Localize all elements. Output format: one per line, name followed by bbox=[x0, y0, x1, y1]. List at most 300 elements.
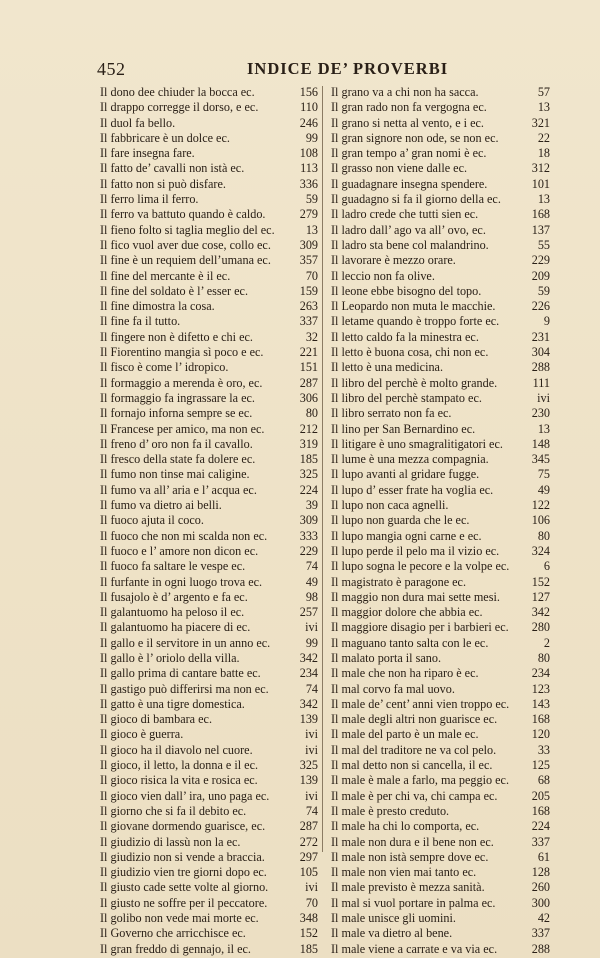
index-entry bbox=[100, 605, 318, 620]
proverb-text: Il mal corvo fa mal uovo. bbox=[331, 681, 455, 696]
proverb-text: Il gioco vien dall’ ira, uno paga ec. bbox=[100, 788, 270, 803]
proverb-text: Il fine fa il tutto. bbox=[100, 314, 181, 329]
proverb-text: Il male de’ cent’ anni vien troppo ec. bbox=[331, 696, 510, 711]
page-reference: 288 bbox=[531, 941, 550, 956]
page-reference: 99 bbox=[305, 635, 318, 650]
proverb-text: Il leccio non fa olive. bbox=[331, 268, 435, 283]
page-reference: 312 bbox=[531, 161, 550, 176]
page-reference: 152 bbox=[299, 926, 318, 941]
page-reference: 13 bbox=[305, 222, 318, 237]
index-entry bbox=[100, 314, 318, 329]
page-reference: 13 bbox=[537, 192, 550, 207]
index-entry bbox=[331, 422, 550, 437]
index-entry bbox=[331, 314, 550, 329]
page-reference: 342 bbox=[531, 605, 550, 620]
proverb-text: Il male previsto è mezza sanità. bbox=[331, 880, 485, 895]
proverb-text: Il mal del traditore ne va col pelo. bbox=[331, 742, 497, 757]
page-reference: 260 bbox=[531, 880, 550, 895]
page-reference: 333 bbox=[299, 528, 318, 543]
index-entry bbox=[331, 223, 550, 238]
index-entry bbox=[100, 743, 318, 758]
index-entry bbox=[331, 284, 550, 299]
index-entry bbox=[100, 131, 318, 146]
page-reference: 101 bbox=[531, 176, 550, 191]
index-column-left bbox=[100, 85, 318, 957]
page-reference: 263 bbox=[299, 299, 318, 314]
running-title: INDICE DE’ PROVERBI bbox=[247, 59, 449, 78]
page-reference: 74 bbox=[305, 681, 318, 696]
proverb-text: Il male viene a carrate e va via ec. bbox=[331, 941, 498, 956]
page-reference: ivi bbox=[305, 742, 318, 757]
proverb-text: Il giovane dormendo guarisce, ec. bbox=[100, 819, 266, 834]
page-reference: 288 bbox=[531, 360, 550, 375]
proverb-text: Il male è male a farlo, ma peggio ec. bbox=[331, 773, 509, 788]
index-entry bbox=[331, 207, 550, 222]
proverb-text: Il maggio non dura mai sette mesi. bbox=[331, 589, 500, 604]
page-reference: 68 bbox=[537, 773, 550, 788]
page-reference: 168 bbox=[531, 712, 550, 727]
proverb-text: Il mal detto non si cancella, il ec. bbox=[331, 758, 493, 773]
proverb-text: Il fuoco e l’ amore non dicon ec. bbox=[100, 543, 259, 558]
index-entry bbox=[100, 727, 318, 742]
page-reference: 212 bbox=[299, 421, 318, 436]
page-reference: 32 bbox=[305, 329, 318, 344]
index-column-right bbox=[331, 85, 550, 957]
page-reference: 22 bbox=[537, 130, 550, 145]
proverb-text: Il lupo d’ esser frate ha voglia ec. bbox=[331, 482, 494, 497]
proverb-text: Il gran signore non ode, se non ec. bbox=[331, 130, 499, 145]
page-reference: 185 bbox=[299, 452, 318, 467]
index-entry bbox=[331, 590, 550, 605]
proverb-text: Il giudizio non si vende a braccia. bbox=[100, 849, 265, 864]
page-reference: 120 bbox=[531, 727, 550, 742]
page-reference: 80 bbox=[537, 650, 550, 665]
page-reference: 105 bbox=[299, 865, 318, 880]
page-reference: 324 bbox=[531, 543, 550, 558]
page-reference: 257 bbox=[299, 605, 318, 620]
proverb-text: Il gallo e il servitore in un anno ec. bbox=[100, 635, 271, 650]
index-entry bbox=[331, 299, 550, 314]
proverb-text: Il gatto è una tigre domestica. bbox=[100, 696, 245, 711]
index-entry bbox=[100, 422, 318, 437]
page-reference: 125 bbox=[531, 758, 550, 773]
index-entry bbox=[100, 620, 318, 635]
proverb-text: Il galantuomo ha peloso il ec. bbox=[100, 605, 245, 620]
proverb-text: Il giusto cade sette volte al giorno. bbox=[100, 880, 269, 895]
page-reference: 337 bbox=[299, 314, 318, 329]
page-reference: 13 bbox=[537, 421, 550, 436]
index-entry bbox=[331, 345, 550, 360]
index-entry bbox=[100, 345, 318, 360]
index-entry bbox=[100, 116, 318, 131]
index-entry bbox=[100, 666, 318, 681]
index-entry bbox=[100, 360, 318, 375]
page-reference: 309 bbox=[299, 513, 318, 528]
proverb-text: Il ladro sta bene col malandrino. bbox=[331, 237, 489, 252]
page-reference: 342 bbox=[299, 650, 318, 665]
proverb-text: Il ladro crede che tutti sien ec. bbox=[331, 207, 479, 222]
page-reference: 98 bbox=[305, 589, 318, 604]
proverb-text: Il fumo va dietro ai belli. bbox=[100, 498, 222, 513]
proverb-text: Il magistrato è paragone ec. bbox=[331, 574, 467, 589]
proverb-text: Il male non istà sempre dove ec. bbox=[331, 849, 489, 864]
page-reference: 221 bbox=[299, 345, 318, 360]
proverb-text: Il fieno folto si taglia meglio del ec. bbox=[100, 222, 275, 237]
proverb-text: Il leone ebbe bisogno del topo. bbox=[331, 283, 482, 298]
proverb-text: Il dono dee chiuder la bocca ec. bbox=[100, 85, 255, 99]
index-entry bbox=[100, 942, 318, 957]
proverb-text: Il lupo sogna le pecore e la volpe ec. bbox=[331, 559, 510, 574]
page-reference: 224 bbox=[531, 819, 550, 834]
index-entry bbox=[100, 100, 318, 115]
page-reference: ivi bbox=[305, 620, 318, 635]
proverb-text: Il gran freddo di gennajo, il ec. bbox=[100, 941, 251, 956]
index-entry bbox=[100, 498, 318, 513]
proverb-text: Il guadagno si fa il giorno della ec. bbox=[331, 192, 501, 207]
page-reference: 234 bbox=[531, 666, 550, 681]
page-reference: 152 bbox=[531, 574, 550, 589]
index-entry bbox=[331, 238, 550, 253]
index-entry bbox=[100, 559, 318, 574]
proverb-text: Il golibo non vede mai morte ec. bbox=[100, 911, 259, 926]
index-entry bbox=[331, 896, 550, 911]
page-reference: 75 bbox=[537, 467, 550, 482]
proverb-text: Il grano va a chi non ha sacca. bbox=[331, 85, 479, 99]
page-reference: 357 bbox=[299, 253, 318, 268]
page-reference: ivi bbox=[305, 788, 318, 803]
page-reference: 49 bbox=[537, 482, 550, 497]
proverb-text: Il fatto non si può disfare. bbox=[100, 176, 226, 191]
proverb-text: Il formaggio a merenda è oro, ec. bbox=[100, 375, 263, 390]
proverb-text: Il fornajo inforna sempre se ec. bbox=[100, 406, 253, 421]
page-reference: 143 bbox=[531, 696, 550, 711]
index-entry bbox=[331, 391, 550, 406]
index-entry bbox=[100, 819, 318, 834]
proverb-text: Il fare insegna fare. bbox=[100, 146, 195, 161]
index-entry bbox=[100, 911, 318, 926]
page-reference: 151 bbox=[299, 360, 318, 375]
page-reference: 342 bbox=[299, 696, 318, 711]
proverb-text: Il duol fa bello. bbox=[100, 115, 176, 130]
index-entry bbox=[331, 620, 550, 635]
index-entry bbox=[100, 896, 318, 911]
index-entry bbox=[100, 513, 318, 528]
proverb-text: Il litigare è uno smagralitigatori ec. bbox=[331, 436, 503, 451]
index-entry bbox=[100, 467, 318, 482]
index-entry bbox=[100, 804, 318, 819]
page-reference: 336 bbox=[299, 176, 318, 191]
index-entry bbox=[331, 529, 550, 544]
index-entry bbox=[100, 773, 318, 788]
page-reference: ivi bbox=[305, 880, 318, 895]
proverb-text: Il lupo non guarda che le ec. bbox=[331, 513, 470, 528]
proverb-text: Il lupo avanti al gridare fugge. bbox=[331, 467, 480, 482]
page-reference: 139 bbox=[299, 773, 318, 788]
index-entry bbox=[331, 666, 550, 681]
proverb-text: Il lume è una mezza compagnia. bbox=[331, 452, 489, 467]
page-header bbox=[97, 59, 549, 81]
proverb-text: Il male unisce gli uomini. bbox=[331, 911, 456, 926]
index-entry bbox=[331, 743, 550, 758]
index-entry bbox=[331, 253, 550, 268]
page-reference: 148 bbox=[531, 436, 550, 451]
page-reference: 74 bbox=[305, 559, 318, 574]
proverb-text: Il male non dura e il bene non ec. bbox=[331, 834, 494, 849]
page-reference: 319 bbox=[299, 436, 318, 451]
index-entry bbox=[331, 85, 550, 100]
index-entry bbox=[331, 559, 550, 574]
proverb-text: Il Fiorentino mangia sì poco e ec. bbox=[100, 345, 264, 360]
proverb-text: Il gioco, il letto, la donna e il ec. bbox=[100, 758, 259, 773]
proverb-text: Il fico vuol aver due cose, collo ec. bbox=[100, 237, 271, 252]
page-reference: 337 bbox=[531, 834, 550, 849]
page-reference: 127 bbox=[531, 589, 550, 604]
proverb-text: Il gioco risica la vita e rosica ec. bbox=[100, 773, 258, 788]
page-reference: 137 bbox=[531, 222, 550, 237]
page-reference: 229 bbox=[299, 543, 318, 558]
page-reference: 159 bbox=[299, 283, 318, 298]
index-entry bbox=[100, 682, 318, 697]
page-reference: 231 bbox=[531, 329, 550, 344]
page-reference: 325 bbox=[299, 467, 318, 482]
index-entry bbox=[100, 253, 318, 268]
page-reference: 234 bbox=[299, 666, 318, 681]
page-reference: 205 bbox=[531, 788, 550, 803]
index-entry bbox=[100, 223, 318, 238]
page-reference: 209 bbox=[531, 268, 550, 283]
page-reference: 287 bbox=[299, 819, 318, 834]
proverb-text: Il lupo perde il pelo ma il vizio ec. bbox=[331, 543, 500, 558]
index-entry bbox=[100, 880, 318, 895]
page-reference: 156 bbox=[299, 85, 318, 99]
index-entry bbox=[331, 100, 550, 115]
index-entry bbox=[100, 850, 318, 865]
index-entry bbox=[331, 911, 550, 926]
proverb-text: Il fusajolo è d’ argento e fa ec. bbox=[100, 589, 248, 604]
proverb-text: Il letto caldo fa la minestra ec. bbox=[331, 329, 479, 344]
page-reference: 306 bbox=[299, 390, 318, 405]
proverb-text: Il giorno che si fa il debito ec. bbox=[100, 803, 247, 818]
proverb-text: Il gallo prima di cantare batte ec. bbox=[100, 666, 261, 681]
index-entry bbox=[331, 651, 550, 666]
index-entry bbox=[331, 146, 550, 161]
page-reference: 287 bbox=[299, 375, 318, 390]
index-entry bbox=[331, 131, 550, 146]
index-entry bbox=[100, 391, 318, 406]
index-entry bbox=[331, 452, 550, 467]
page-reference: 113 bbox=[300, 161, 318, 176]
index-entry bbox=[100, 330, 318, 345]
proverb-text: Il fumo va all’ aria e l’ acqua ec. bbox=[100, 482, 257, 497]
index-entry bbox=[100, 161, 318, 176]
proverb-text: Il ferro lima il ferro. bbox=[100, 192, 199, 207]
page-reference: 70 bbox=[305, 268, 318, 283]
proverb-text: Il ferro va battuto quando è caldo. bbox=[100, 207, 266, 222]
proverb-text: Il giudizio vien tre giorni dopo ec. bbox=[100, 865, 267, 880]
index-entry bbox=[331, 789, 550, 804]
page-reference: 99 bbox=[305, 130, 318, 145]
index-entry bbox=[100, 712, 318, 727]
index-entry bbox=[100, 406, 318, 421]
proverb-text: Il fresco della state fa dolere ec. bbox=[100, 452, 256, 467]
proverb-text: Il lupo mangia ogni carne e ec. bbox=[331, 528, 482, 543]
proverb-text: Il fuoco che non mi scalda non ec. bbox=[100, 528, 268, 543]
index-entry bbox=[331, 926, 550, 941]
page-reference: 246 bbox=[299, 115, 318, 130]
page-reference: 185 bbox=[299, 941, 318, 956]
page-reference: 345 bbox=[531, 452, 550, 467]
proverb-text: Il gioco ha il diavolo nel cuore. bbox=[100, 742, 253, 757]
proverb-text: Il grano si netta al vento, e i ec. bbox=[331, 115, 484, 130]
index-entry bbox=[331, 513, 550, 528]
page-reference: 122 bbox=[531, 498, 550, 513]
index-entry bbox=[100, 299, 318, 314]
page-reference: 309 bbox=[299, 237, 318, 252]
page-reference: 39 bbox=[305, 498, 318, 513]
proverb-text: Il gioco di bambara ec. bbox=[100, 712, 213, 727]
page-reference: 226 bbox=[531, 299, 550, 314]
page-reference: 33 bbox=[537, 742, 550, 757]
proverb-text: Il letto è una medicina. bbox=[331, 360, 444, 375]
index-entry bbox=[331, 437, 550, 452]
index-entry bbox=[331, 376, 550, 391]
index-entry bbox=[100, 452, 318, 467]
index-entry bbox=[331, 192, 550, 207]
proverb-text: Il male non vien mai tanto ec. bbox=[331, 865, 477, 880]
page-reference: 300 bbox=[531, 895, 550, 910]
page-reference: 224 bbox=[299, 482, 318, 497]
page-reference: 2 bbox=[543, 635, 550, 650]
index-entry bbox=[331, 116, 550, 131]
index-entry bbox=[331, 177, 550, 192]
page-number: 452 bbox=[97, 59, 126, 79]
proverb-text: Il giusto ne soffre per il peccatore. bbox=[100, 895, 268, 910]
index-entry bbox=[100, 758, 318, 773]
page-reference: 123 bbox=[531, 681, 550, 696]
proverb-text: Il fatto de’ cavalli non istà ec. bbox=[100, 161, 245, 176]
page-reference: 57 bbox=[537, 85, 550, 99]
index-entry bbox=[331, 942, 550, 957]
index-entry bbox=[331, 360, 550, 375]
index-entry bbox=[331, 605, 550, 620]
page-reference: 128 bbox=[531, 865, 550, 880]
proverb-text: Il fabbricare è un dolce ec. bbox=[100, 130, 230, 145]
page-reference: 280 bbox=[531, 620, 550, 635]
page-reference: 139 bbox=[299, 712, 318, 727]
proverb-text: Il Francese per amico, ma non ec. bbox=[100, 421, 265, 436]
proverb-text: Il freno d’ oro non fa il cavallo. bbox=[100, 436, 253, 451]
index-entry bbox=[100, 146, 318, 161]
index-entry bbox=[331, 880, 550, 895]
index-entry bbox=[100, 483, 318, 498]
index-entry bbox=[331, 850, 550, 865]
proverb-text: Il maggior dolore che abbia ec. bbox=[331, 605, 483, 620]
proverb-text: Il fingere non è difetto e chi ec. bbox=[100, 329, 253, 344]
index-entry bbox=[331, 773, 550, 788]
proverb-text: Il libro serrato non fa ec. bbox=[331, 406, 452, 421]
page-reference: 230 bbox=[531, 406, 550, 421]
page-reference: 304 bbox=[531, 345, 550, 360]
index-entry bbox=[331, 804, 550, 819]
index-entry bbox=[100, 529, 318, 544]
proverb-text: Il letto è buona cosa, chi non ec. bbox=[331, 345, 489, 360]
index-entry bbox=[331, 636, 550, 651]
index-entry bbox=[331, 544, 550, 559]
index-entry bbox=[100, 789, 318, 804]
page-reference: 55 bbox=[537, 237, 550, 252]
index-entry bbox=[331, 697, 550, 712]
page-reference: 348 bbox=[299, 911, 318, 926]
page-reference: 49 bbox=[305, 574, 318, 589]
proverb-text: Il gran tempo a’ gran nomi è ec. bbox=[331, 146, 487, 161]
page-reference: 13 bbox=[537, 100, 550, 115]
page-reference: 59 bbox=[305, 192, 318, 207]
index-entry bbox=[331, 682, 550, 697]
index-entry bbox=[100, 437, 318, 452]
index-entry bbox=[331, 269, 550, 284]
proverb-text: Il fuoco ajuta il coco. bbox=[100, 513, 204, 528]
proverb-text: Il gallo è l’ oriolo della villa. bbox=[100, 650, 240, 665]
page-reference: 272 bbox=[299, 834, 318, 849]
page-reference: 18 bbox=[537, 146, 550, 161]
proverb-text: Il malato porta il sano. bbox=[331, 650, 441, 665]
page-reference: 61 bbox=[537, 849, 550, 864]
page-reference: 9 bbox=[543, 314, 550, 329]
page-reference: 168 bbox=[531, 803, 550, 818]
proverb-text: Il mal si vuol portare in palma ec. bbox=[331, 895, 496, 910]
index-entry bbox=[331, 712, 550, 727]
index-entry bbox=[331, 758, 550, 773]
proverb-text: Il giudizio di lassù non la ec. bbox=[100, 834, 241, 849]
proverb-text: Il ladro dall’ ago va all’ ovo, ec. bbox=[331, 222, 486, 237]
proverb-text: Il fine è un requiem dell’umana ec. bbox=[100, 253, 271, 268]
index-entry bbox=[100, 636, 318, 651]
index-entry bbox=[100, 85, 318, 100]
index-entry bbox=[331, 467, 550, 482]
page-reference: ivi bbox=[537, 390, 550, 405]
page-reference: ivi bbox=[305, 727, 318, 742]
page-reference: 74 bbox=[305, 803, 318, 818]
proverb-text: Il gastigo può differirsi ma non ec. bbox=[100, 681, 269, 696]
proverb-text: Il libro del perchè è molto grande. bbox=[331, 375, 498, 390]
proverb-text: Il gran rado non fa vergogna ec. bbox=[331, 100, 487, 115]
proverb-text: Il fine del soldato è l’ esser ec. bbox=[100, 283, 248, 298]
index-entry bbox=[100, 835, 318, 850]
proverb-text: Il galantuomo ha piacere di ec. bbox=[100, 620, 251, 635]
index-entry bbox=[100, 544, 318, 559]
proverb-text: Il male è presto creduto. bbox=[331, 803, 450, 818]
proverb-text: Il fine del mercante è il ec. bbox=[100, 268, 231, 283]
index-entry bbox=[100, 376, 318, 391]
index-entry bbox=[100, 575, 318, 590]
index-entry bbox=[100, 697, 318, 712]
index-entry bbox=[331, 406, 550, 421]
proverb-text: Il maggiore disagio per i barbieri ec. bbox=[331, 620, 509, 635]
page-reference: 42 bbox=[537, 911, 550, 926]
page-reference: 80 bbox=[537, 528, 550, 543]
index-entry bbox=[100, 865, 318, 880]
page-reference: 111 bbox=[532, 375, 550, 390]
index-entry bbox=[331, 865, 550, 880]
index-entry bbox=[331, 835, 550, 850]
index-entry bbox=[100, 651, 318, 666]
index-entry bbox=[331, 575, 550, 590]
index-entry bbox=[331, 498, 550, 513]
page-reference: 110 bbox=[300, 100, 318, 115]
proverb-text: Il male è per chi va, chi campa ec. bbox=[331, 788, 498, 803]
page-reference: 70 bbox=[305, 895, 318, 910]
proverb-text: Il libro del perchè stampato ec. bbox=[331, 390, 482, 405]
